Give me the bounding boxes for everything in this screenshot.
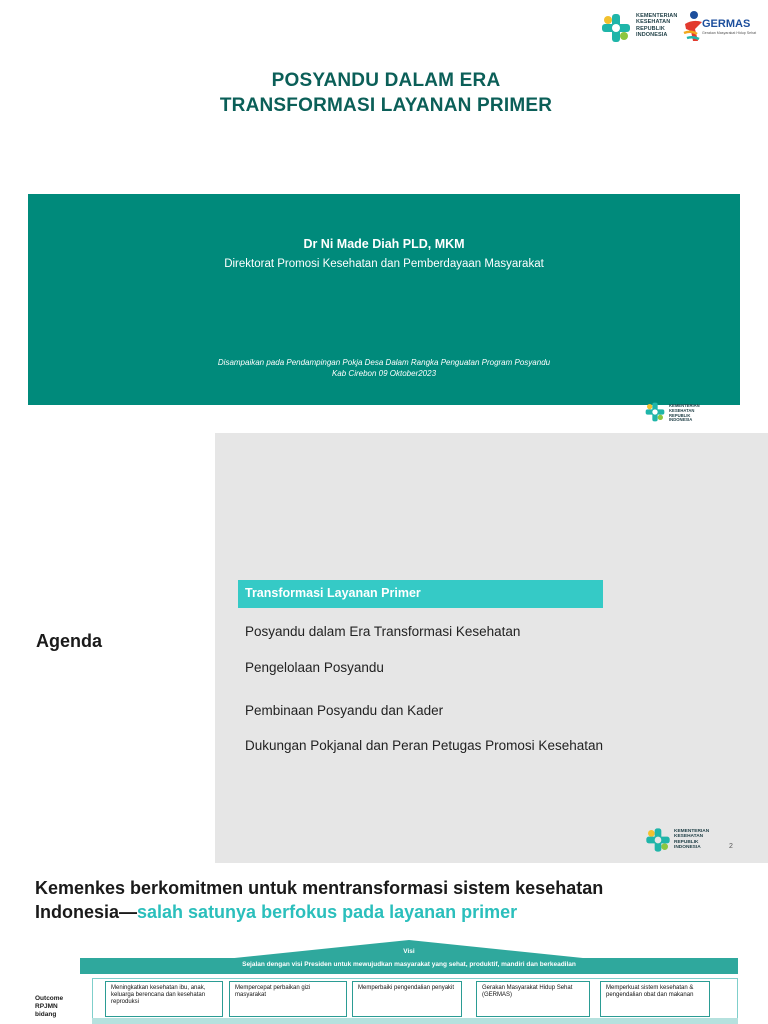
kemenkes-small-logo <box>643 400 707 424</box>
kemenkes-logo-text: KEMENTERIAN KESEHATAN REPUBLIK INDONESIA <box>636 13 678 39</box>
page-number: 2 <box>729 843 733 850</box>
speaker-name: Dr Ni Made Diah PLD, MKM <box>303 237 465 251</box>
kemenkes-logo <box>598 10 690 46</box>
germas-logo <box>682 6 762 46</box>
presentation-title: POSYANDU DALAM ERA TRANSFORMASI LAYANAN PRIMER <box>219 70 553 116</box>
visi-roof <box>80 938 738 974</box>
kemenkes-slide2-logo-text: KEMENTERIAN KESEHATAN REPUBLIK INDONESIA <box>674 829 710 851</box>
outcome-label: Outcome RPJMN bidang <box>35 995 64 1018</box>
agenda-item-3: Pembinaan Posyandu dan Kader <box>245 703 444 718</box>
agenda-item-highlighted <box>238 580 603 608</box>
event-info: Disampaikan pada Pendampingan Pokja Desa Dalam Rangka Penguatan Program Posyandu Kab Cirebon 09 Oktober2023 <box>217 358 551 378</box>
title-slide <box>0 0 768 430</box>
speaker-band <box>28 194 740 405</box>
kemenkes-slide2-logo <box>643 825 715 855</box>
kemenkes-slide2-logo-icon <box>643 825 673 855</box>
germas-figure-icon <box>682 10 704 44</box>
germas-wordmark: GERMAS <box>702 18 751 30</box>
agenda-item-highlighted-label: Transformasi Layanan Primer <box>245 586 421 600</box>
outcome-base <box>92 1018 738 1024</box>
kemenkes-logo-icon <box>598 10 634 46</box>
germas-subtitle: Gerakan Masyarakat Hidup Sehat <box>702 31 757 35</box>
outcome-box-2: Mempercepat perbaikan gizi masyarakat <box>229 981 347 1017</box>
slide3-heading-accent: salah satunya berfokus pada layanan primer <box>137 902 518 922</box>
agenda-panel <box>215 433 768 863</box>
visi-title: Visi <box>403 948 415 955</box>
outcome-box-5: Memperkuat sistem kesehatan & pengendalian obat dan makanan <box>600 981 710 1017</box>
agenda-heading: Agenda <box>36 631 103 651</box>
kemenkes-small-logo-text: KEMENTERIAN KESEHATAN REPUBLIK INDONESIA <box>669 403 700 423</box>
outcome-box-3: Memperbaiki pengendalian penyakit <box>352 981 462 1017</box>
visi-text: Sejalan dengan visi Presiden untuk mewujudkan masyarakat yang sehat, produktif, mandiri dan berkeadilan <box>242 961 576 968</box>
agenda-item-1: Posyandu dalam Era Transformasi Kesehatan <box>245 624 521 639</box>
agenda-item-4: Dukungan Pokjanal dan Peran Petugas Promosi Kesehatan <box>245 738 603 753</box>
kemenkes-small-logo-icon <box>643 400 667 424</box>
outcome-box-1: Meningkatkan kesehatan ibu, anak, keluarga berencana dan kesehatan reproduksi <box>105 981 223 1017</box>
outcome-box-4: Gerakan Masyarakat Hidup Sehat (GERMAS) <box>476 981 590 1017</box>
slide3-heading: Kemenkes berkomitmen untuk mentransformasi sistem kesehatan Indonesia—salah satunya berfokus pada layanan primer <box>35 878 604 922</box>
directorate-name: Direktorat Promosi Kesehatan dan Pemberdayaan Masyarakat <box>224 258 544 270</box>
agenda-item-2: Pengelolaan Posyandu <box>245 660 384 675</box>
